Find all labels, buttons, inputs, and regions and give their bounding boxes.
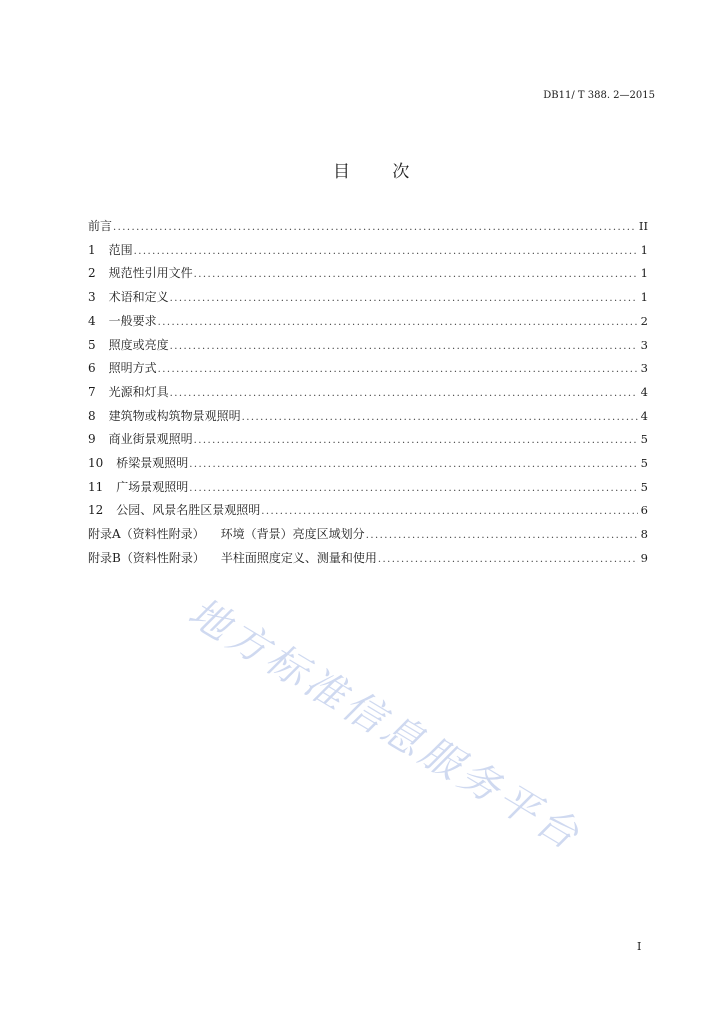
toc-entry-title: 照度或亮度	[108, 337, 169, 352]
toc-entry-title: 规范性引用文件	[108, 266, 193, 281]
toc-entry-title: 建筑物或构筑物景观照明	[108, 408, 241, 423]
toc-entry-page: 3	[640, 361, 648, 376]
toc-entry-title: 桥梁景观照明	[116, 456, 189, 471]
toc-entry-title: 范围	[108, 242, 133, 257]
dot-leader	[366, 524, 638, 548]
page-title: 目 次	[333, 162, 410, 182]
toc-entry	[88, 452, 648, 476]
toc-appendix-entry	[88, 547, 648, 571]
dot-leader	[194, 429, 638, 453]
dot-leader	[158, 311, 638, 335]
toc-entry-page: II	[638, 219, 648, 233]
toc-entry-page: 5	[640, 479, 648, 494]
toc-entry-page: 2	[640, 313, 648, 328]
toc-entry-title: 环境（背景）亮度区域划分	[220, 527, 365, 542]
toc-entry	[88, 405, 648, 429]
toc-entry	[88, 334, 648, 358]
appendix-label: 附录A（资料性附录）	[88, 527, 205, 542]
standard-code: DB11/ T 388. 2—2015	[543, 90, 655, 101]
dot-leader	[170, 335, 638, 359]
toc-entry-number: 3	[88, 290, 96, 305]
toc-entry-page: 4	[640, 408, 648, 423]
dot-leader	[170, 382, 638, 406]
toc-entry-number: 12	[88, 503, 104, 518]
toc-entry-title: 半柱面照度定义、测量和使用	[220, 550, 377, 565]
table-of-contents	[88, 215, 648, 571]
toc-entry-title: 商业街景观照明	[108, 432, 193, 447]
dot-leader	[158, 358, 638, 382]
toc-entry-number: 7	[88, 384, 96, 399]
dot-leader	[194, 263, 638, 287]
toc-entry-number: 11	[88, 479, 104, 494]
toc-entry	[88, 262, 648, 286]
toc-entry-page: 8	[640, 527, 648, 542]
toc-entry-number: 9	[88, 432, 96, 447]
dot-leader	[378, 548, 638, 572]
toc-entry-number: 4	[88, 313, 96, 328]
toc-entry-title: 前言	[88, 219, 113, 233]
dot-leader	[261, 500, 637, 524]
dot-leader	[189, 477, 637, 501]
toc-entry-page: 1	[640, 290, 648, 305]
dot-leader	[242, 406, 638, 430]
toc-entry-page: 9	[640, 550, 648, 565]
toc-entry	[88, 499, 648, 523]
toc-entry-number: 10	[88, 456, 104, 471]
toc-entry-title: 光源和灯具	[108, 384, 169, 399]
toc-entry	[88, 215, 648, 239]
toc-entry-title: 公园、风景名胜区景观照明	[116, 503, 261, 518]
toc-entry-page: 6	[640, 503, 648, 518]
toc-entry-number: 8	[88, 408, 96, 423]
toc-entry-title: 一般要求	[108, 313, 157, 328]
toc-entry-page: 5	[640, 456, 648, 471]
toc-entry-page: 1	[640, 266, 648, 281]
page-number: I	[637, 940, 642, 953]
appendix-label: 附录B（资料性附录）	[88, 550, 205, 565]
toc-entry-number: 2	[88, 266, 96, 281]
watermark: 地方标准信息服务平台	[180, 589, 590, 861]
toc-entry-page: 4	[640, 384, 648, 399]
toc-entry-title: 术语和定义	[108, 290, 169, 305]
toc-entry	[88, 428, 648, 452]
toc-entry	[88, 381, 648, 405]
dot-leader	[189, 453, 637, 477]
dot-leader	[170, 287, 638, 311]
toc-entry	[88, 357, 648, 381]
toc-entry-page: 1	[640, 242, 648, 257]
toc-entry	[88, 239, 648, 263]
toc-entry	[88, 310, 648, 334]
toc-appendix-entry	[88, 523, 648, 547]
toc-entry-page: 3	[640, 337, 648, 352]
dot-leader	[113, 216, 636, 240]
toc-entry	[88, 286, 648, 310]
toc-entry	[88, 476, 648, 500]
toc-entry-title: 广场景观照明	[116, 479, 189, 494]
dot-leader	[134, 240, 638, 264]
toc-entry-number: 1	[88, 242, 96, 257]
toc-entry-title: 照明方式	[108, 361, 157, 376]
toc-entry-number: 6	[88, 361, 96, 376]
toc-entry-number: 5	[88, 337, 96, 352]
toc-entry-page: 5	[640, 432, 648, 447]
